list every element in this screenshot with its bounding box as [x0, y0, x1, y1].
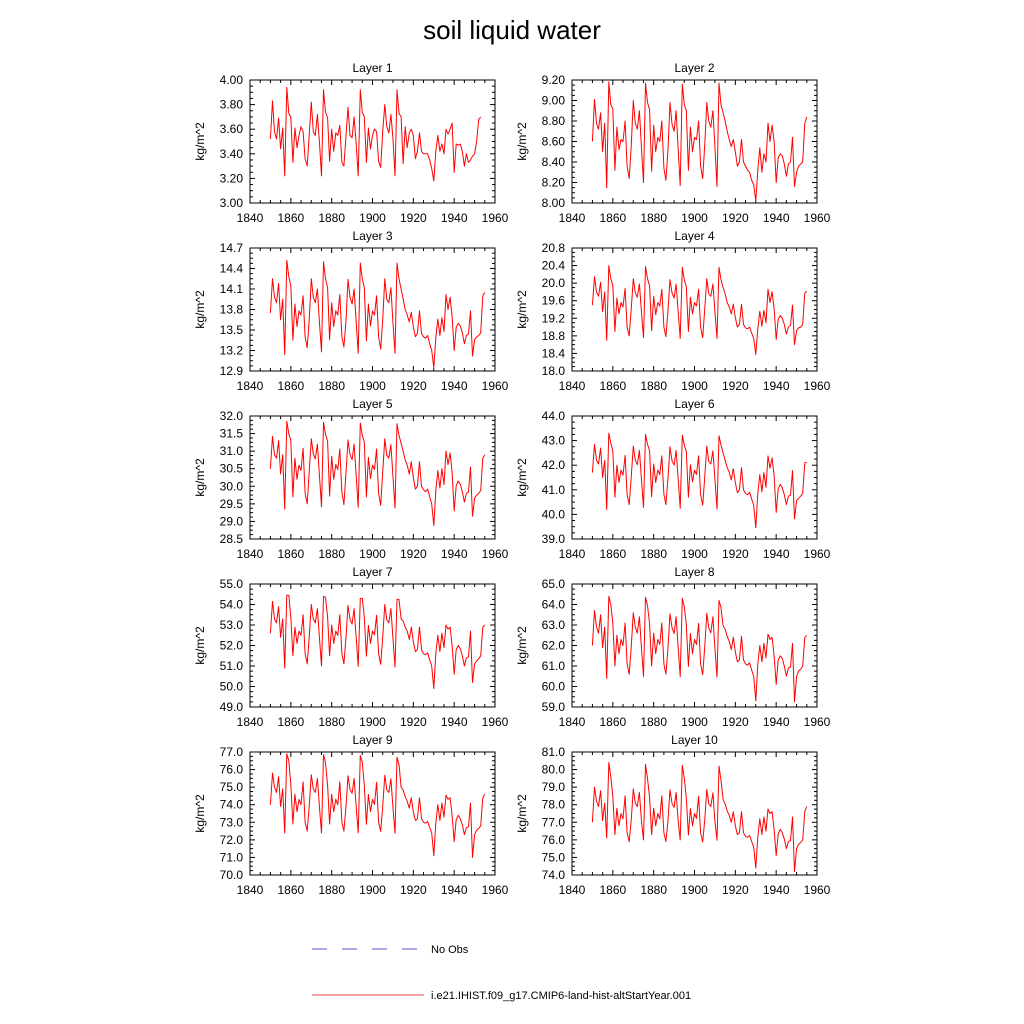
x-tick-label: 1860	[599, 715, 627, 729]
y-tick-label: 30.5	[219, 461, 243, 476]
y-axis-label: kg/m^2	[515, 290, 529, 329]
y-tick-label: 20.8	[541, 241, 565, 255]
x-tick-label: 1920	[399, 715, 427, 729]
legend	[312, 944, 691, 1002]
y-tick-label: 18.0	[541, 364, 565, 378]
panel-title: Layer 9	[352, 733, 393, 747]
x-tick-label: 1940	[762, 547, 790, 561]
panel-layer-6	[515, 397, 831, 561]
y-axis-label: kg/m^2	[515, 794, 529, 833]
y-tick-label: 41.0	[541, 482, 565, 497]
y-tick-label: 4.00	[219, 73, 243, 87]
y-tick-label: 3.40	[219, 146, 243, 161]
y-tick-label: 8.80	[541, 114, 565, 128]
x-tick-label: 1960	[803, 379, 831, 393]
y-tick-label: 9.00	[541, 93, 565, 108]
y-tick-label: 62.0	[541, 638, 565, 653]
x-tick-label: 1840	[558, 211, 586, 225]
y-tick-label: 72.0	[219, 832, 243, 847]
y-axis-label: kg/m^2	[193, 794, 207, 833]
x-tick-label: 1840	[236, 883, 264, 897]
y-tick-label: 65.0	[541, 577, 565, 591]
y-tick-label: 59.0	[541, 700, 565, 714]
x-tick-label: 1900	[681, 211, 708, 225]
y-tick-label: 76.0	[219, 762, 243, 777]
y-tick-label: 8.60	[541, 134, 565, 149]
x-tick-label: 1940	[440, 547, 468, 561]
y-tick-label: 78.0	[541, 797, 565, 812]
series-line	[270, 595, 484, 688]
x-tick-label: 1900	[681, 883, 708, 897]
y-tick-label: 20.4	[541, 258, 565, 273]
panel-title: Layer 4	[674, 229, 715, 243]
y-tick-label: 31.5	[219, 426, 243, 441]
y-tick-label: 14.7	[219, 241, 243, 255]
panel-layer-2	[515, 61, 831, 225]
series-line	[270, 260, 484, 367]
panel-layer-1	[193, 61, 509, 225]
x-tick-label: 1940	[762, 211, 790, 225]
y-tick-label: 75.0	[219, 780, 243, 795]
x-tick-label: 1960	[803, 715, 831, 729]
x-tick-label: 1960	[481, 715, 509, 729]
y-axis-label: kg/m^2	[193, 626, 207, 665]
y-tick-label: 64.0	[541, 597, 565, 612]
y-tick-label: 8.20	[541, 175, 565, 190]
x-tick-label: 1960	[481, 883, 509, 897]
y-tick-label: 63.0	[541, 618, 565, 632]
panel-title: Layer 6	[674, 397, 715, 411]
x-tick-label: 1920	[721, 547, 749, 561]
series-line	[592, 266, 806, 355]
x-tick-label: 1940	[440, 715, 468, 729]
x-tick-label: 1920	[721, 211, 749, 225]
x-tick-label: 1960	[803, 883, 831, 897]
x-tick-label: 1840	[236, 547, 264, 561]
x-tick-label: 1880	[640, 211, 668, 225]
x-tick-label: 1920	[399, 211, 427, 225]
y-tick-label: 29.0	[219, 514, 243, 529]
y-tick-label: 40.0	[541, 507, 565, 522]
x-tick-label: 1840	[558, 715, 586, 729]
x-tick-label: 1860	[599, 211, 627, 225]
x-tick-label: 1920	[399, 379, 427, 393]
y-tick-label: 80.0	[541, 762, 565, 777]
y-tick-label: 70.0	[219, 868, 243, 882]
y-axis-label: kg/m^2	[193, 458, 207, 497]
x-tick-label: 1880	[318, 715, 346, 729]
x-tick-label: 1960	[803, 211, 831, 225]
y-tick-label: 50.0	[219, 679, 243, 694]
x-tick-label: 1860	[277, 883, 305, 897]
x-tick-label: 1960	[481, 547, 509, 561]
y-tick-label: 28.5	[219, 532, 243, 546]
y-tick-label: 51.0	[219, 659, 243, 673]
x-tick-label: 1940	[762, 379, 790, 393]
y-axis-label: kg/m^2	[193, 290, 207, 329]
y-tick-label: 3.20	[219, 171, 243, 186]
x-tick-label: 1960	[803, 547, 831, 561]
y-tick-label: 19.2	[541, 311, 565, 326]
series-line	[592, 433, 806, 528]
y-tick-label: 73.0	[219, 815, 243, 830]
y-tick-label: 20.0	[541, 276, 565, 291]
x-tick-label: 1920	[399, 883, 427, 897]
x-tick-label: 1860	[277, 379, 305, 393]
y-tick-label: 30.0	[219, 479, 243, 494]
series-line	[592, 596, 806, 702]
y-tick-label: 31.0	[219, 444, 243, 459]
x-tick-label: 1840	[558, 379, 586, 393]
x-tick-label: 1880	[640, 883, 668, 897]
panel-layer-8	[515, 565, 831, 729]
y-tick-label: 29.5	[219, 496, 243, 511]
y-tick-label: 52.0	[219, 638, 243, 653]
x-tick-label: 1840	[236, 211, 264, 225]
x-tick-label: 1840	[558, 883, 586, 897]
y-tick-label: 61.0	[541, 659, 565, 673]
panel-layer-7	[193, 565, 509, 729]
series-line	[592, 763, 806, 872]
y-tick-label: 53.0	[219, 618, 243, 632]
y-tick-label: 55.0	[219, 577, 243, 591]
x-tick-label: 1860	[277, 547, 305, 561]
panels	[193, 61, 831, 897]
y-tick-label: 76.0	[541, 832, 565, 847]
x-tick-label: 1880	[318, 547, 346, 561]
series-line	[270, 87, 480, 180]
y-tick-label: 39.0	[541, 532, 565, 546]
x-tick-label: 1900	[681, 547, 708, 561]
panel-layer-10	[515, 733, 831, 897]
y-tick-label: 8.40	[541, 155, 565, 169]
figure-title: soil liquid water	[423, 15, 601, 45]
x-tick-label: 1860	[599, 883, 627, 897]
x-tick-label: 1900	[681, 715, 708, 729]
y-tick-label: 49.0	[219, 700, 243, 714]
y-tick-label: 42.0	[541, 458, 565, 473]
panel-layer-3	[193, 229, 509, 393]
x-tick-label: 1880	[318, 883, 346, 897]
y-axis-label: kg/m^2	[193, 122, 207, 161]
y-tick-label: 44.0	[541, 409, 565, 423]
x-tick-label: 1880	[640, 379, 668, 393]
y-tick-label: 13.8	[219, 302, 243, 317]
x-tick-label: 1860	[277, 211, 305, 225]
y-axis-label: kg/m^2	[515, 626, 529, 665]
x-tick-label: 1900	[359, 715, 386, 729]
x-tick-label: 1920	[399, 547, 427, 561]
panel-title: Layer 3	[352, 229, 393, 243]
y-tick-label: 13.5	[219, 323, 243, 337]
y-axis-label: kg/m^2	[515, 122, 529, 161]
panel-title: Layer 2	[674, 61, 715, 75]
x-tick-label: 1920	[721, 715, 749, 729]
y-tick-label: 77.0	[219, 745, 243, 759]
y-tick-label: 14.4	[219, 261, 243, 276]
panel-title: Layer 5	[352, 397, 393, 411]
panel-layer-4	[515, 229, 831, 393]
y-tick-label: 19.6	[541, 293, 565, 308]
x-tick-label: 1880	[318, 379, 346, 393]
y-tick-label: 18.8	[541, 328, 565, 343]
panel-layer-9	[193, 733, 509, 897]
y-tick-label: 79.0	[541, 780, 565, 795]
y-tick-label: 3.80	[219, 97, 243, 112]
y-tick-label: 8.00	[541, 196, 565, 210]
y-tick-label: 77.0	[541, 815, 565, 830]
x-tick-label: 1860	[599, 547, 627, 561]
x-tick-label: 1960	[481, 211, 509, 225]
x-tick-label: 1860	[277, 715, 305, 729]
x-tick-label: 1940	[440, 379, 468, 393]
panel-title: Layer 7	[352, 565, 393, 579]
x-tick-label: 1900	[359, 379, 386, 393]
x-tick-label: 1940	[762, 883, 790, 897]
x-tick-label: 1940	[440, 883, 468, 897]
panel-title: Layer 10	[671, 733, 718, 747]
y-tick-label: 71.0	[219, 850, 243, 865]
panel-layer-5	[193, 397, 509, 561]
y-tick-label: 14.1	[219, 282, 243, 296]
x-tick-label: 1900	[359, 547, 386, 561]
x-tick-label: 1880	[318, 211, 346, 225]
x-tick-label: 1940	[762, 715, 790, 729]
x-tick-label: 1860	[599, 379, 627, 393]
y-tick-label: 12.9	[219, 364, 243, 378]
x-tick-label: 1880	[640, 547, 668, 561]
legend-label-no-obs: No Obs	[431, 944, 469, 956]
x-tick-label: 1940	[440, 211, 468, 225]
panel-title: Layer 1	[352, 61, 393, 75]
x-tick-label: 1920	[721, 379, 749, 393]
y-tick-label: 13.2	[219, 343, 243, 358]
y-tick-label: 74.0	[219, 797, 243, 812]
y-tick-label: 43.0	[541, 433, 565, 448]
y-tick-label: 32.0	[219, 409, 243, 423]
x-tick-label: 1900	[681, 379, 708, 393]
y-tick-label: 54.0	[219, 597, 243, 612]
legend-label-model: i.e21.IHIST.f09_g17.CMIP6-land-hist-altStartYear.001	[431, 990, 692, 1002]
y-tick-label: 18.4	[541, 346, 565, 361]
x-tick-label: 1920	[721, 883, 749, 897]
y-tick-label: 3.60	[219, 122, 243, 137]
y-tick-label: 74.0	[541, 868, 565, 882]
series-line	[592, 82, 806, 201]
y-tick-label: 9.20	[541, 73, 565, 87]
x-tick-label: 1900	[359, 883, 386, 897]
x-tick-label: 1900	[359, 211, 386, 225]
x-tick-label: 1840	[558, 547, 586, 561]
y-tick-label: 60.0	[541, 679, 565, 694]
series-line	[270, 754, 484, 858]
panel-title: Layer 8	[674, 565, 715, 579]
x-tick-label: 1960	[481, 379, 509, 393]
x-tick-label: 1840	[236, 379, 264, 393]
y-axis-label: kg/m^2	[515, 458, 529, 497]
y-tick-label: 81.0	[541, 745, 565, 759]
y-tick-label: 75.0	[541, 850, 565, 865]
x-tick-label: 1880	[640, 715, 668, 729]
x-tick-label: 1840	[236, 715, 264, 729]
y-tick-label: 3.00	[219, 196, 243, 210]
series-line	[270, 421, 484, 525]
